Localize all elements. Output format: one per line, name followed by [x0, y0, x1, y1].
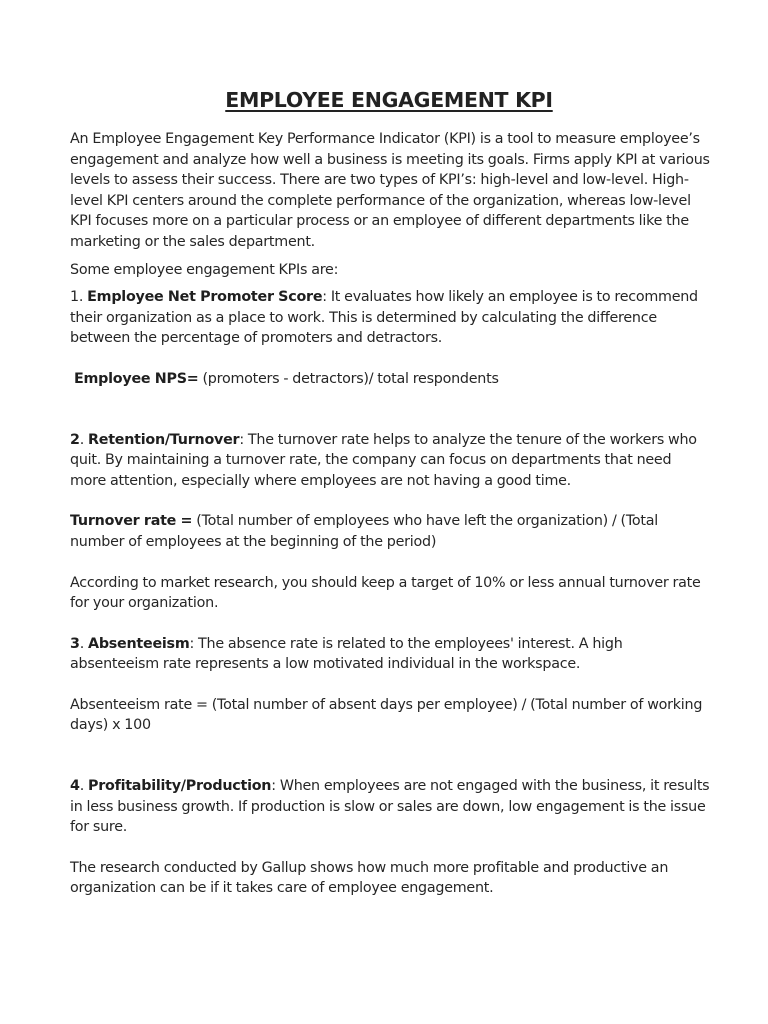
kpi-2-text: The turnover rate helps to analyze the tenure of the workers who quit. By maintaining a turnover rate, the company can focus on departments that need more attention, especially where employees are not having a good time.: [70, 431, 697, 489]
kpi-list-intro: Some employee engagement KPIs are:: [70, 261, 339, 278]
kpi-2-formula-label: Turnover rate =: [70, 513, 193, 530]
market-research-link[interactable]: market research: [160, 574, 274, 591]
kpi-3-text: The absence rate is related to the employees' interest. A high absenteeism rate represents a low motivated individual in the workspace.: [70, 635, 623, 673]
kpi-4-text: When employees are not engaged with the business, it results in less business growth. If production is slow or sales are down, low engagement is the issue for sure.: [70, 778, 710, 836]
research-link[interactable]: research: [99, 859, 160, 876]
kpi-3-number: 3: [70, 635, 80, 652]
kpi-4-note-post: conducted by Gallup shows how much more profitable and productive an organization can be if it takes care of employee engagement.: [70, 859, 669, 897]
kpi-2-number: 2: [70, 431, 80, 448]
kpi-4-heading: Profitability/Production: [88, 778, 272, 795]
kpi-4-number: 4: [70, 778, 80, 795]
kpi-2-note-pre: According to: [70, 574, 161, 591]
kpi-3-heading: Absenteeism: [88, 635, 190, 652]
kpi-4-note: [70, 858, 710, 899]
intro-paragraph: An Employee Engagement Key Performance Indicator (KPI) is a tool to measure employee’s engagement and analyze how well a business is meeting its goals. Firms apply KPI at various levels to assess their success. There are two types of KPI’s: high-level and low-level. High-level KPI centers around the complete performance of the organization, whereas low-level KPI focuses more on a particular process or an employee of different departments like the marketing or the sales department.: [70, 131, 710, 250]
kpi-4-note-pre: The: [70, 859, 100, 876]
kpi-2-formula-text: (Total number of employees who have left the organization) / (Total number of employees at the beginning of the period): [70, 513, 659, 550]
kpi-1-formula-label: Employee NPS=: [74, 370, 199, 387]
kpi-2-heading: Retention/Turnover: [88, 431, 240, 448]
kpi-1-formula: [70, 369, 710, 390]
kpi-3-paragraph: 3. Absenteeism: The absence rate is related to the employees' interest. A high absenteeism rate represents a low motivated individual in the workspace.: [70, 635, 623, 673]
kpi-1-number: 1: [70, 289, 79, 306]
kpi-2-formula: [70, 511, 710, 552]
kpi-2-note-post: , you should keep a target of 10% or less annual turnover rate for your organization.: [70, 574, 701, 612]
kpi-1-heading: Employee Net Promoter Score: [87, 289, 323, 306]
kpi-1-paragraph: 1. Employee Net Promoter Score: It evaluates how likely an employee is to recommend their organization as a place to work. This is determined by calculating the difference between the percentage of promoters and detractors.: [70, 289, 698, 347]
kpi-2-paragraph: 2. Retention/Turnover: The turnover rate helps to analyze the tenure of the workers who quit. By maintaining a turnover rate, the company can focus on departments that need more attention, especially where employees are not having a good time.: [70, 431, 697, 489]
kpi-2-note: [70, 573, 710, 614]
kpi-1-formula-text: (promoters - detractors)/ total respondents: [198, 370, 499, 387]
document-body: [70, 88, 710, 899]
kpi-1-text: It evaluates how likely an employee is to recommend their organization as a place to work. This is determined by calculating the difference between the percentage of promoters and detractors.: [70, 289, 698, 347]
kpi-4-paragraph: 4. Profitability/Production: When employees are not engaged with the business, it results in less business growth. If production is slow or sales are down, low engagement is the issue for sure.: [70, 778, 710, 836]
document-title: EMPLOYEE ENGAGEMENT KPI: [225, 88, 553, 112]
kpi-3-formula: Absenteeism rate = (Total number of absent days per employee) / (Total number of working days) x 100: [70, 696, 703, 734]
